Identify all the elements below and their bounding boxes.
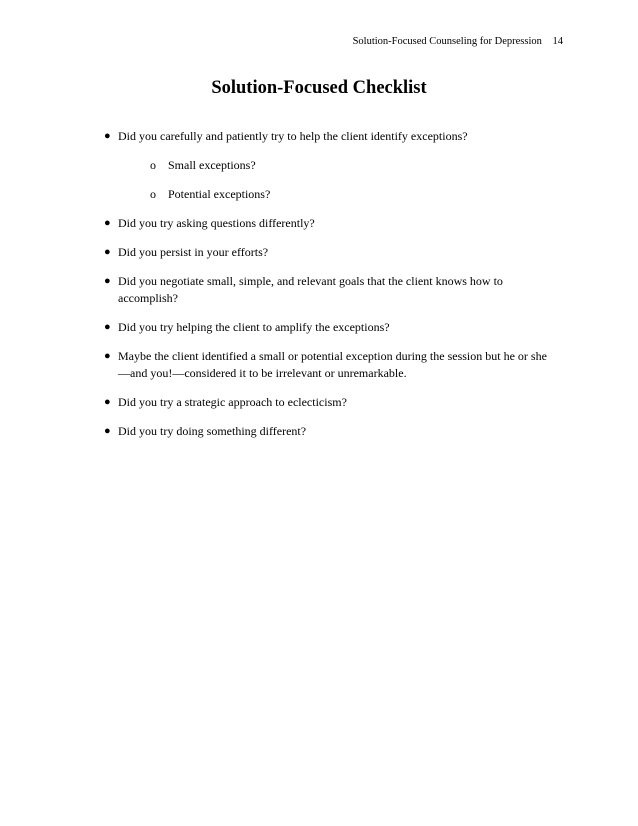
checklist-item xyxy=(104,273,548,307)
checklist-item xyxy=(104,319,548,336)
checklist-subitem xyxy=(150,186,548,203)
hollow-bullet-icon: o xyxy=(150,187,156,201)
checklist-item xyxy=(104,215,548,232)
checklist-subitem-text: Small exceptions? xyxy=(168,158,256,172)
running-title: Solution-Focused Counseling for Depression xyxy=(352,36,542,47)
bullet-icon: ● xyxy=(104,275,111,287)
checklist-item-text: Did you try asking questions differently? xyxy=(118,216,315,230)
checklist-item xyxy=(104,394,548,411)
checklist-subitem xyxy=(150,157,548,174)
checklist-item xyxy=(104,244,548,261)
bullet-icon: ● xyxy=(104,396,111,408)
running-header xyxy=(353,36,563,47)
bullet-icon: ● xyxy=(104,217,111,229)
checklist-item-text: Maybe the client identified a small or potential exception during the session but he or she—and you!—considered it to be irrelevant or unremarkable. xyxy=(118,349,547,380)
bullet-icon: ● xyxy=(104,425,111,437)
checklist-item-text: Did you try helping the client to amplify the exceptions? xyxy=(118,320,390,334)
bullet-icon: ● xyxy=(104,350,111,362)
checklist-item xyxy=(104,423,548,440)
checklist-item-text: Did you persist in your efforts? xyxy=(118,245,269,259)
checklist-item-text: Did you try a strategic approach to eclecticism? xyxy=(118,395,347,409)
checklist-item-text: Did you try doing something different? xyxy=(118,424,307,438)
bullet-icon: ● xyxy=(104,130,111,142)
page-title: Solution-Focused Checklist xyxy=(211,78,427,98)
page-number: 14 xyxy=(552,36,563,47)
checklist-item-text: Did you negotiate small, simple, and relevant goals that the client knows how to accomplish? xyxy=(118,274,503,305)
bullet-icon: ● xyxy=(104,246,111,258)
checklist-item xyxy=(104,348,548,382)
checklist-item xyxy=(104,128,548,203)
checklist-subitem-text: Potential exceptions? xyxy=(168,187,271,201)
bullet-icon: ● xyxy=(104,321,111,333)
checklist-sublist xyxy=(118,157,548,203)
checklist-item-text: Did you carefully and patiently try to help the client identify exceptions? xyxy=(118,129,468,143)
checklist xyxy=(104,128,548,452)
hollow-bullet-icon: o xyxy=(150,158,156,172)
